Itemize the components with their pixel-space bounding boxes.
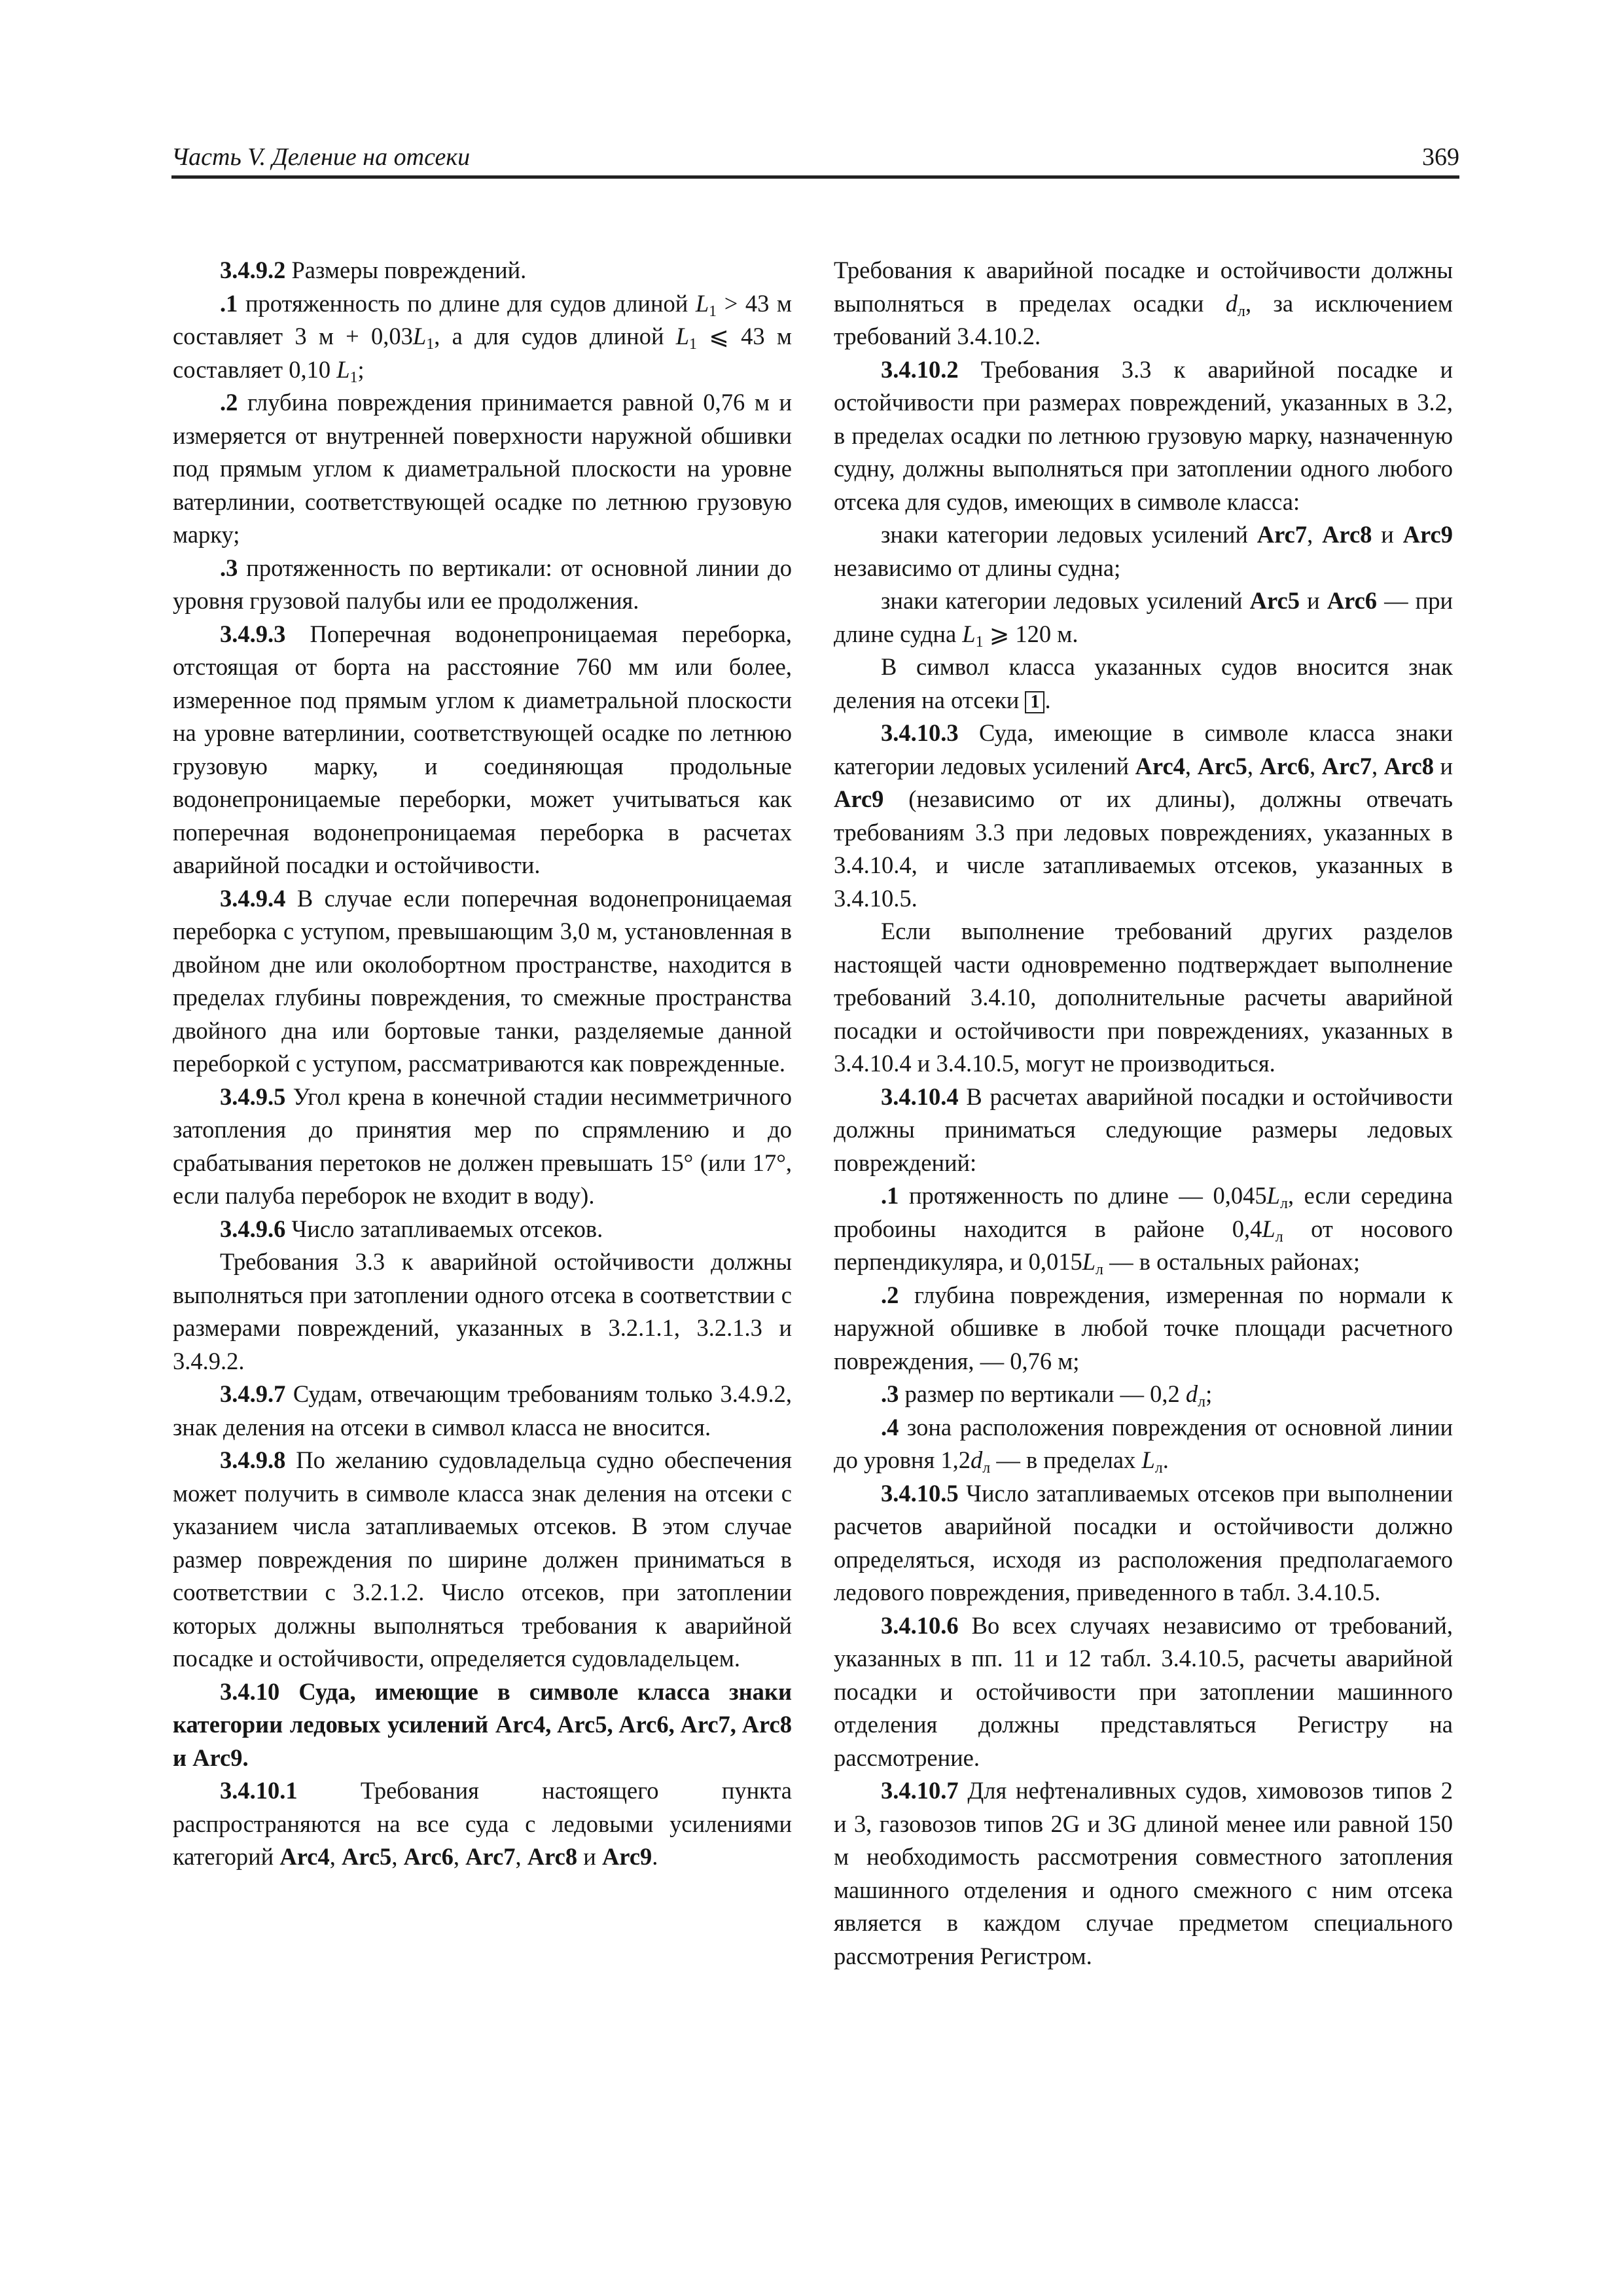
- section-heading-3-4-10: 3.4.10 Суда, имеющие в символе класса знаки категории ледовых усилений Arc4, Arc5, Arc6, Arc7, Arc8 и Arc9.: [173, 1677, 792, 1771]
- paragraph-ice-item-2: .2 глубина повреждения, измеренная по нормали к наружной обшивке в любой точке площади расчетного повреждения, — 0,76 м;: [834, 1281, 1454, 1374]
- right-column: [834, 254, 1453, 1973]
- clause-number: 3.4.9.7: [220, 1380, 286, 1407]
- clause-number: 3.4.10.5: [881, 1479, 959, 1507]
- clause-number: 3.4.9.8: [220, 1446, 286, 1473]
- paragraph-3-4-10-5: 3.4.10.5 Число затапливаемых отсеков при выполнении расчетов аварийной посадки и остойчивости должно определяться, исходя из расположения предполагаемого ледового повреждения, приведенного в табл. 3.4.10.5.: [834, 1479, 1453, 1605]
- paragraph-other-sections: Если выполнение требований других разделов настоящей части одновременно подтверждает выполнение требований 3.4.10, дополнительные расчеты аварийной посадки и остойчивости при повреждениях, указанных в 3.4.10.4 и 3.4.10.5, могут не производиться.: [834, 918, 1453, 1077]
- paragraph-ice-item-4: .4 зона расположения повреждения от основной линии до уровня $1,2d_л$ — в пределах $L_л$.: [834, 1413, 1454, 1477]
- item-number: .1: [881, 1182, 899, 1209]
- subdivision-mark-box: 1: [1025, 691, 1044, 713]
- clause-number: 3.4.10.3: [881, 719, 959, 746]
- paragraph-item-1: .1 протяженность по длине для судов длиной $L_1 > 43$ м составляет 3 $м + 0,03L_1$, а для судов длиной $L_1$ ⩽ 43 м составляет 0,10 $L_1$;: [173, 289, 792, 386]
- paragraph-ice-item-1: .1 протяженность по длине — $0,045L_л$, если середина пробоины находится в районе $0,4L_л$ от носового перпендикуляра, и $0,015L_л$ — в остальных районах;: [834, 1182, 1454, 1278]
- paragraph-arc7-arc8-arc9: знаки категории ледовых усилений Arc7, Arc8 и Arc9 независимо от длины судна;: [834, 521, 1453, 581]
- paragraph-3-4-9-2: [173, 254, 792, 287]
- paragraph-3-4-10-2: 3.4.10.2 Требования 3.3 к аварийной посадке и остойчивости при размерах повреждений, указанных в 3.2, в пределах осадки по летнюю грузовую марку, назначенную судну, должны выполняться при затоплении одного любого отсека для судов, имеющих в символе класса:: [834, 355, 1453, 515]
- clause-number: 3.4.9.6: [220, 1215, 286, 1242]
- item-number: .3: [881, 1380, 899, 1407]
- paragraph-item-2: .2 глубина повреждения принимается равной 0,76 м и измеряется от внутренней поверхности наружной обшивки под прямым углом к диаметральной плоскости на уровне ватерлинии, соответствующей осадке по летнюю грузовую марку;: [173, 389, 793, 548]
- paragraph-3-4-9-7: 3.4.9.7 Судам, отвечающим требованиям только 3.4.9.2, знак деления на отсеки в символ класса не вносится.: [173, 1380, 792, 1441]
- paragraph-3-4-10-7: 3.4.10.7 Для нефтеналивных судов, химовозов типов 2 и 3, газовозов типов 2G и 3G длиной менее или равной 150 м необходимость рассмотрения совместного затопления машинного отделения и одного смежного с ним отсека является в каждом случае предметом специального рассмотрения Регистром.: [834, 1777, 1453, 1969]
- left-column: [173, 254, 792, 1874]
- paragraph-3-4-10-6: 3.4.10.6 Во всех случаях независимо от требований, указанных в пп. 11 и 12 табл. 3.4.10.5, расчеты аварийной посадки и остойчивости при затоплении машинного отделения должны представляться Регистру на рассмотрение.: [834, 1611, 1453, 1771]
- clause-number: 3.4.10.4: [881, 1083, 959, 1110]
- clause-number: 3.4.10.1: [220, 1777, 298, 1804]
- item-number: .2: [881, 1281, 899, 1308]
- clause-number: 3.4.10.6: [881, 1611, 959, 1639]
- clause-number: 3.4.9.5: [220, 1083, 286, 1110]
- item-number: .1: [220, 289, 238, 317]
- paragraph-3-4-9-3: 3.4.9.3 Поперечная водонепроницаемая переборка, отстоящая от борта на расстояние 760 мм или более, измеренное под прямым углом к диаметральной плоскости на уровне ватерлинии, соответствующей осадке по летнюю грузовую марку, и соединяющая продольные водонепроницаемые переборки, может учитываться как поперечная водонепроницаемая переборка в расчетах аварийной посадки и остойчивости.: [173, 620, 793, 878]
- paragraph-3-4-9-4: 3.4.9.4 В случае если поперечная водонепроницаемая переборка с уступом, превышающим 3,0 м, установленная в двойном дне или околобортном пространстве, находится в пределах глубины повреждения, то смежные пространства двойного дна или бортовые танки, разделяемые данной переборкой с уступом, рассматриваются как поврежденные.: [173, 884, 792, 1077]
- item-number: .4: [881, 1413, 899, 1441]
- item-number: .2: [220, 389, 238, 416]
- paragraph-3-4-10-3: 3.4.10.3 Суда, имеющие в символе класса знаки категории ледовых усилений Arc4, Arc5, Arc6, Arc7, Arc8 и Arc9 (независимо от их длины), должны отвечать требованиям 3.3 при ледовых повреждениях, указанных в 3.4.10.4, и числе затапливаемых отсеков, указанных в 3.4.10.5.: [834, 719, 1454, 912]
- clause-number: 3.4.9.3: [220, 620, 286, 647]
- clause-number: 3.4.9.4: [220, 884, 286, 912]
- paragraph-requirements-3-3: Требования 3.3 к аварийной остойчивости должны выполняться при затоплении одного отсека в соответствии с размерами повреждений, указанных в 3.2.1.1, 3.2.1.3 и 3.4.9.2.: [173, 1248, 792, 1374]
- page-header: [171, 143, 1459, 177]
- page-number: 369: [1422, 143, 1459, 171]
- paragraph-3-4-9-6: 3.4.9.6 Число затапливаемых отсеков.: [220, 1215, 603, 1242]
- paragraph-continuation: Требования к аварийной посадке и остойчивости должны выполняться в пределах осадки $d_л$, за исключением требований 3.4.10.2.: [834, 257, 1453, 350]
- paragraph-subdivision-mark: В символ класса указанных судов вносится знак деления на отсеки 1 .: [834, 653, 1453, 713]
- paragraph-item-3: .3 протяженность по вертикали: от основной линии до уровня грузовой палубы или ее продолжения.: [173, 554, 793, 614]
- running-title: Часть V. Деление на отсеки: [171, 143, 471, 171]
- paragraph-arc5-arc6: знаки категории ледовых усилений Arc5 и Arc6 — при длине судна $L_1$ ⩾ 120 м.: [834, 587, 1453, 651]
- item-number: .3: [220, 554, 238, 581]
- paragraph-3-4-9-8: 3.4.9.8 По желанию судовладельца судно обеспечения может получить в символе класса знак деления на отсеки с указанием числа затапливаемых отсеков. В этом случае размер повреждения по ширине должен приниматься в соответствии с 3.2.1.2. Число отсеков, при затоплении которых должны выполняться требования к аварийной посадке и остойчивости, определяется судовладельцем.: [173, 1446, 793, 1672]
- clause-number: 3.4.10.7: [881, 1777, 959, 1804]
- paragraph-3-4-10-1: 3.4.10.1 Требования настоящего пункта распространяются на все суда с ледовыми усилениями категорий Arc4, Arc5, Arc6, Arc7, Arc8 и Arc9.: [173, 1777, 793, 1870]
- header-rule: [171, 175, 1459, 179]
- clause-number: 3.4.9.2: [220, 257, 286, 283]
- paragraph-3-4-9-5: 3.4.9.5 Угол крена в конечной стадии несимметричного затопления до принятия мер по спрямлению и до срабатывания перетоков не должен превышать 15° (или 17°, если палуба переборок не входит в воду).: [173, 1083, 793, 1209]
- clause-number: 3.4.10.2: [881, 355, 959, 383]
- paragraph-ice-item-3: .3 размер по вертикали — 0,2 $d_л$;: [881, 1380, 1213, 1410]
- clause-text: Размеры повреждений.: [291, 257, 527, 283]
- paragraph-3-4-10-4: 3.4.10.4 В расчетах аварийной посадки и остойчивости должны приниматься следующие размеры ледовых повреждений:: [834, 1083, 1453, 1176]
